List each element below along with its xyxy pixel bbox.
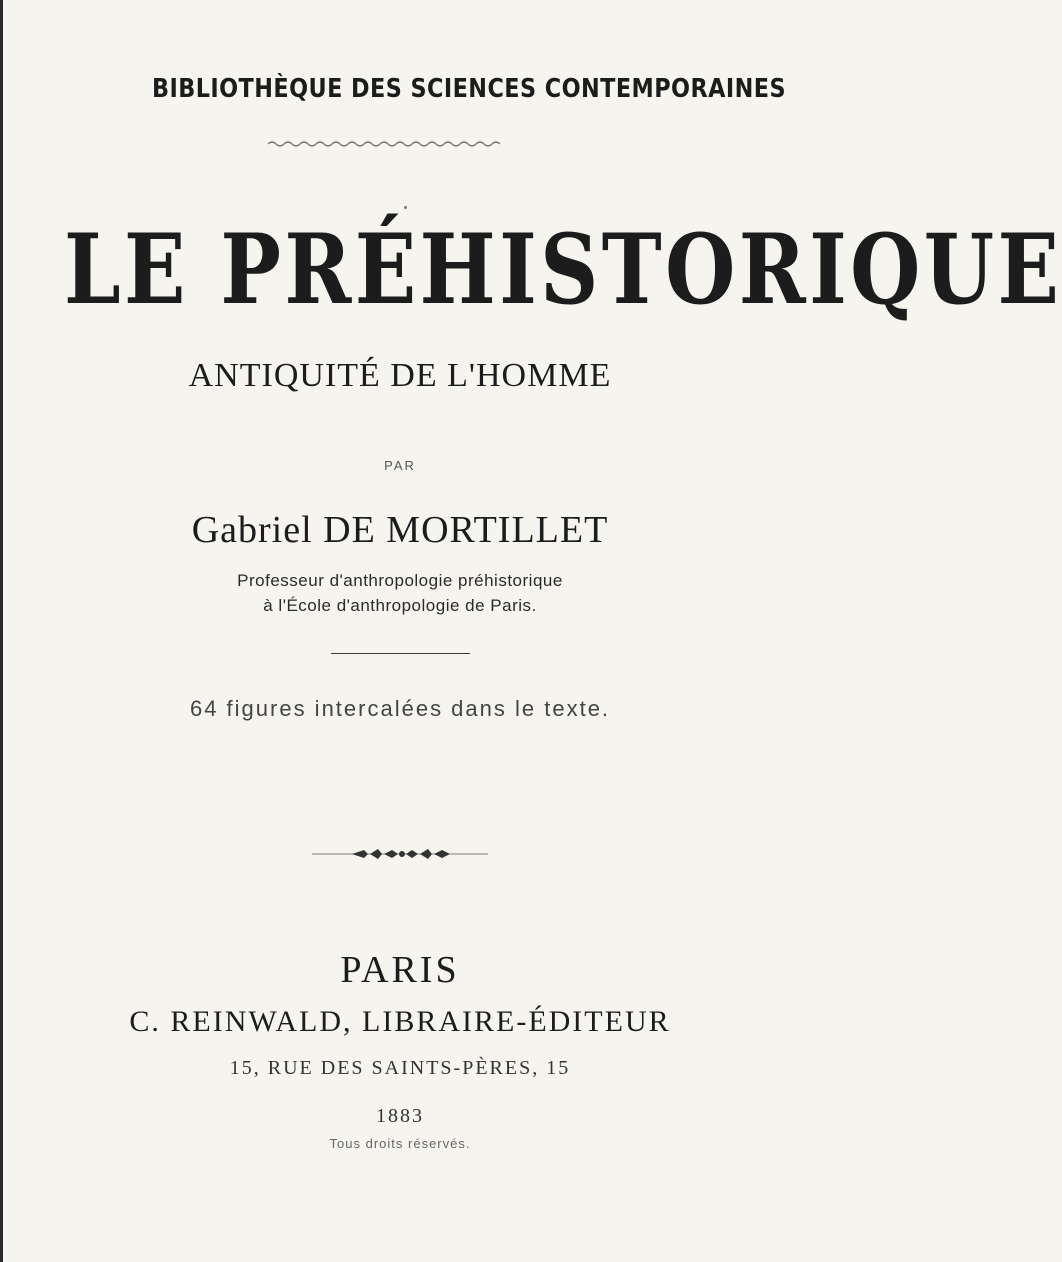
publisher-address: 15, RUE DES SAINTS-PÈRES, 15 <box>229 1057 571 1079</box>
author-affiliation-line-1: Professeur d'anthropologie préhistorique <box>237 571 563 590</box>
divider-rule <box>331 653 470 654</box>
publisher-name: C. REINWALD, LIBRAIRE-ÉDITEUR <box>129 1005 671 1038</box>
publication-year: 1883 <box>376 1105 424 1127</box>
series-title: BIBLIOTHÈQUE DES SCIENCES CONTEMPORAINES <box>152 74 787 104</box>
author-name: Gabriel DE MORTILLET <box>191 509 609 551</box>
figures-note: 64 figures intercalées dans le texte. <box>189 696 611 721</box>
book-title: LE PRÉHISTORIQUE <box>64 213 1062 326</box>
author-affiliation-line-2: à l'École d'anthropologie de Paris. <box>263 596 537 615</box>
publication-city: PARIS <box>340 949 460 991</box>
printer-ornament <box>312 848 488 860</box>
wavy-rule-ornament <box>268 138 500 150</box>
book-subtitle: ANTIQUITÉ DE L'HOMME <box>188 357 612 394</box>
rights-notice: Tous droits réservés. <box>329 1136 471 1151</box>
by-label: PAR <box>384 458 416 473</box>
ink-dot <box>404 206 407 209</box>
